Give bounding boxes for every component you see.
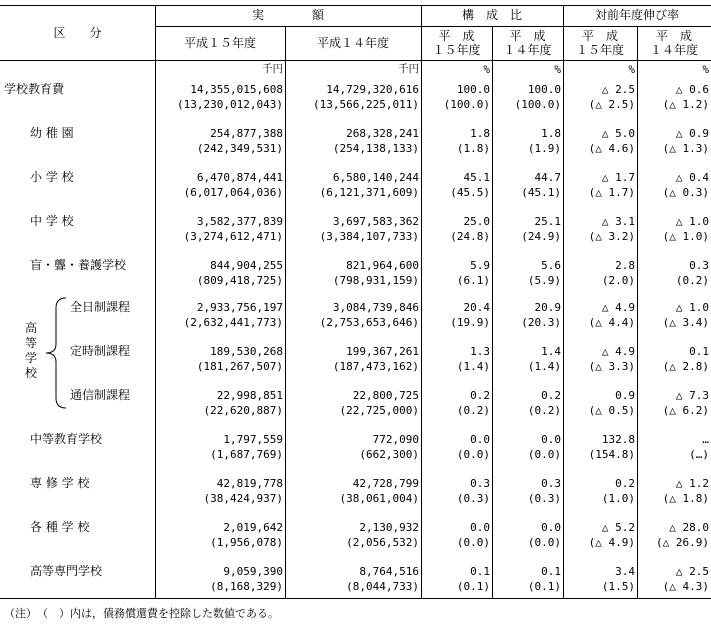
header-nh15-top: 平 成	[581, 29, 618, 43]
paren-cell-c14: (0.0)	[527, 536, 561, 549]
paren-cell-a14: (798,931,159)	[332, 274, 419, 287]
cell-a15: 6,470,874,441	[196, 171, 283, 184]
paren-cell-c15: (19.9)	[450, 316, 490, 329]
row-label: 幼 稚 園	[30, 126, 74, 140]
paren-cell-a15: (38,424,937)	[203, 492, 283, 505]
paren-cell-g15: (1.0)	[601, 492, 635, 505]
cell-g15: 2.8	[615, 259, 635, 272]
paren-cell-c14: (20.3)	[521, 316, 561, 329]
cell-c15: 0.1	[470, 565, 490, 578]
cell-g14: 0.3	[689, 259, 709, 272]
row-label: 学校教育費	[4, 82, 65, 96]
paren-cell-g14: (△ 2.8)	[662, 360, 709, 373]
paren-cell-g15: (△ 4.6)	[588, 142, 635, 155]
paren-cell-a15: (1,956,078)	[210, 536, 283, 549]
cell-a15: 189,530,268	[210, 345, 283, 358]
row-label: 全日制課程	[70, 300, 131, 314]
koutou-label-2: 等	[25, 336, 38, 350]
paren-cell-g14: (…)	[689, 448, 709, 461]
cell-c15: 20.4	[463, 301, 490, 314]
paren-cell-c15: (6.1)	[456, 274, 490, 287]
cell-c15: 5.9	[470, 259, 490, 272]
header-nh14-bot: １４年度	[649, 43, 698, 57]
cell-g14: △ 1.0	[675, 215, 709, 228]
koutou-label-3: 学	[25, 351, 38, 365]
cell-a14: 772,090	[372, 433, 419, 446]
paren-cell-a14: (662,300)	[359, 448, 419, 461]
paren-cell-c14: (0.2)	[527, 404, 561, 417]
cell-c15: 1.8	[470, 127, 490, 140]
paren-cell-a15: (8,168,329)	[210, 580, 283, 593]
header-kh14-top: 平 成	[509, 29, 546, 43]
row-label: 専 修 学 校	[30, 476, 90, 490]
paren-cell-g14: (△ 4.3)	[662, 580, 709, 593]
cell-g14: △ 7.3	[675, 389, 709, 402]
cell-a14: 268,328,241	[346, 127, 419, 140]
cell-g15: △ 5.2	[601, 521, 635, 534]
unit-pct-g14: %	[702, 63, 709, 76]
cell-c15: 0.2	[470, 389, 490, 402]
paren-cell-a14: (38,061,004)	[339, 492, 419, 505]
cell-g14: △ 0.6	[675, 83, 709, 96]
cell-a15: 844,904,255	[210, 259, 283, 272]
paren-cell-a15: (6,017,064,036)	[183, 186, 283, 199]
paren-cell-a14: (2,753,653,646)	[319, 316, 419, 329]
cell-g15: 0.2	[615, 477, 635, 490]
paren-cell-c15: (0.1)	[456, 580, 490, 593]
paren-cell-c14: (0.0)	[527, 448, 561, 461]
top-rule	[0, 5, 711, 6]
cell-a15: 42,819,778	[216, 477, 283, 490]
cell-c14: 44.7	[534, 171, 561, 184]
cell-a14: 14,729,320,616	[326, 83, 419, 96]
paren-cell-a15: (2,632,441,773)	[183, 316, 283, 329]
paren-cell-g15: (1.5)	[601, 580, 635, 593]
cell-a15: 254,877,388	[210, 127, 283, 140]
cell-g14: △ 28.0	[669, 521, 709, 534]
cell-c14: 0.1	[541, 565, 561, 578]
paren-cell-g14: (△ 1.0)	[662, 230, 709, 243]
paren-cell-a14: (8,044,733)	[346, 580, 419, 593]
cell-c15: 0.0	[470, 433, 490, 446]
paren-cell-a15: (242,349,531)	[196, 142, 283, 155]
paren-cell-g15: (△ 4.9)	[588, 536, 635, 549]
cell-c14: 20.9	[534, 301, 561, 314]
paren-cell-g14: (0.2)	[675, 274, 709, 287]
cell-c15: 0.3	[470, 477, 490, 490]
paren-cell-c14: (1.4)	[527, 360, 561, 373]
row-label: 盲・聾・養護学校	[30, 258, 127, 272]
paren-cell-g14: (△ 0.3)	[662, 186, 709, 199]
cell-a14: 3,084,739,846	[332, 301, 419, 314]
header-jitsugaku: 実 額	[251, 8, 324, 22]
paren-cell-g15: (△ 2.5)	[588, 98, 635, 111]
header-kh15-bot: １５年度	[432, 43, 481, 57]
paren-cell-g14: (△ 6.2)	[662, 404, 709, 417]
paren-cell-c15: (1.4)	[456, 360, 490, 373]
cell-c15: 100.0	[456, 83, 490, 96]
paren-cell-c14: (1.9)	[527, 142, 561, 155]
header-kouseihi: 構 成 比	[461, 8, 522, 22]
cell-g15: △ 2.5	[601, 83, 635, 96]
cell-g15: △ 4.9	[601, 301, 635, 314]
cell-c14: 25.1	[534, 215, 561, 228]
header-nh15-bot: １５年度	[575, 43, 624, 57]
paren-cell-c15: (0.0)	[456, 536, 490, 549]
header-bottom-rule	[0, 60, 711, 61]
cell-g15: 3.4	[615, 565, 635, 578]
paren-cell-a14: (2,056,532)	[346, 536, 419, 549]
paren-cell-g15: (△ 3.3)	[588, 360, 635, 373]
row-label: 各 種 学 校	[30, 520, 90, 534]
paren-cell-a15: (3,274,612,471)	[183, 230, 283, 243]
header-nh14-top: 平 成	[655, 29, 692, 43]
paren-cell-c15: (24.8)	[450, 230, 490, 243]
cell-a15: 2,933,756,197	[196, 301, 283, 314]
paren-cell-a15: (13,230,012,043)	[177, 98, 283, 111]
cell-g15: 132.8	[601, 433, 635, 446]
cell-c14: 100.0	[527, 83, 561, 96]
cell-c14: 0.0	[541, 521, 561, 534]
cell-a15: 14,355,015,608	[190, 83, 283, 96]
unit-pct-g15: %	[628, 63, 635, 76]
paren-cell-a14: (3,384,107,733)	[319, 230, 419, 243]
paren-cell-g15: (△ 3.2)	[588, 230, 635, 243]
paren-cell-c15: (1.8)	[456, 142, 490, 155]
paren-cell-g14: (△ 3.4)	[662, 316, 709, 329]
paren-cell-a14: (254,138,133)	[332, 142, 419, 155]
header-kh14-bot: １４年度	[503, 43, 552, 57]
paren-cell-a14: (13,566,225,011)	[313, 98, 419, 111]
cell-g14: △ 0.4	[675, 171, 709, 184]
cell-a15: 3,582,377,839	[196, 215, 283, 228]
cell-g15: △ 5.0	[601, 127, 635, 140]
cell-c14: 1.8	[541, 127, 561, 140]
cell-a14: 821,964,600	[346, 259, 419, 272]
paren-cell-a15: (22,620,887)	[203, 404, 283, 417]
paren-cell-g14: (△ 1.3)	[662, 142, 709, 155]
paren-cell-c14: (0.3)	[527, 492, 561, 505]
row-label: 小 学 校	[30, 170, 74, 184]
paren-cell-c14: (24.9)	[521, 230, 561, 243]
header-kh15-top: 平 成	[438, 29, 475, 43]
paren-cell-g15: (△ 1.7)	[588, 186, 635, 199]
koutou-label-4: 校	[25, 366, 38, 380]
cell-a15: 22,998,851	[216, 389, 283, 402]
cell-c15: 0.0	[470, 521, 490, 534]
row-label: 高等専門学校	[30, 564, 103, 578]
cell-g15: △ 4.9	[601, 345, 635, 358]
header-nobiritsu: 対前年度伸び率	[594, 8, 679, 22]
cell-a14: 22,800,725	[352, 389, 419, 402]
paren-cell-c15: (0.3)	[456, 492, 490, 505]
cell-g14: …	[702, 433, 709, 446]
cell-c14: 5.6	[541, 259, 561, 272]
cell-g14: △ 1.2	[675, 477, 709, 490]
row-label: 中 学 校	[30, 214, 74, 228]
paren-cell-g15: (△ 4.4)	[588, 316, 635, 329]
paren-cell-a14: (6,121,371,609)	[319, 186, 419, 199]
cell-a14: 42,728,799	[352, 477, 419, 490]
cell-a15: 2,019,642	[223, 521, 283, 534]
paren-cell-g14: (△ 26.9)	[656, 536, 709, 549]
cell-a14: 8,764,516	[359, 565, 419, 578]
cell-a14: 199,367,261	[346, 345, 419, 358]
paren-cell-c15: (45.5)	[450, 186, 490, 199]
cell-a15: 9,059,390	[223, 565, 283, 578]
paren-cell-g14: (△ 1.2)	[662, 98, 709, 111]
cell-a14: 6,580,140,244	[332, 171, 419, 184]
cell-g15: △ 3.1	[601, 215, 635, 228]
paren-cell-g15: (2.0)	[601, 274, 635, 287]
paren-cell-c15: (100.0)	[443, 98, 490, 111]
paren-cell-a15: (809,418,725)	[196, 274, 283, 287]
cell-c15: 25.0	[463, 215, 490, 228]
brace-icon	[44, 296, 68, 410]
footnote: （注） （ ）内は，債務償還費を控除した数値である。	[4, 607, 279, 620]
cell-g14: △ 2.5	[675, 565, 709, 578]
paren-cell-c15: (0.2)	[456, 404, 490, 417]
cell-c14: 0.0	[541, 433, 561, 446]
cell-c15: 45.1	[463, 171, 490, 184]
paren-cell-a15: (181,267,507)	[196, 360, 283, 373]
row-label: 定時制課程	[70, 344, 131, 358]
header-mid-rule	[155, 26, 711, 27]
header-kubun: 区 分	[53, 26, 102, 40]
cell-g14: △ 1.0	[675, 301, 709, 314]
cell-c14: 0.3	[541, 477, 561, 490]
paren-cell-a14: (22,725,000)	[339, 404, 419, 417]
paren-cell-a14: (187,473,162)	[332, 360, 419, 373]
cell-a14: 2,130,932	[359, 521, 419, 534]
paren-cell-g14: (△ 1.8)	[662, 492, 709, 505]
paren-cell-a15: (1,687,769)	[210, 448, 283, 461]
cell-g14: △ 0.9	[675, 127, 709, 140]
cell-g15: △ 1.7	[601, 171, 635, 184]
unit-pct-c15: %	[483, 63, 490, 76]
unit-yen-14: 千円	[398, 63, 419, 75]
paren-cell-c14: (45.1)	[521, 186, 561, 199]
paren-cell-c14: (100.0)	[514, 98, 561, 111]
paren-cell-c15: (0.0)	[456, 448, 490, 461]
row-label: 通信制課程	[70, 388, 131, 402]
cell-c14: 0.2	[541, 389, 561, 402]
cell-a15: 1,797,559	[223, 433, 283, 446]
cell-g15: 0.9	[615, 389, 635, 402]
koutou-label-1: 高	[25, 321, 38, 335]
paren-cell-g15: (△ 0.5)	[588, 404, 635, 417]
paren-cell-c14: (5.9)	[527, 274, 561, 287]
paren-cell-g15: (154.8)	[588, 448, 635, 461]
row-label: 中等教育学校	[30, 432, 103, 446]
cell-c15: 1.3	[470, 345, 490, 358]
paren-cell-c14: (0.1)	[527, 580, 561, 593]
header-h14: 平成１４年度	[316, 36, 389, 50]
cell-a14: 3,697,583,362	[332, 215, 419, 228]
unit-yen-15: 千円	[262, 63, 283, 75]
body-bottom-rule	[0, 598, 711, 599]
cell-g14: 0.1	[689, 345, 709, 358]
header-h15: 平成１５年度	[183, 36, 256, 50]
cell-c14: 1.4	[541, 345, 561, 358]
unit-pct-c14: %	[554, 63, 561, 76]
